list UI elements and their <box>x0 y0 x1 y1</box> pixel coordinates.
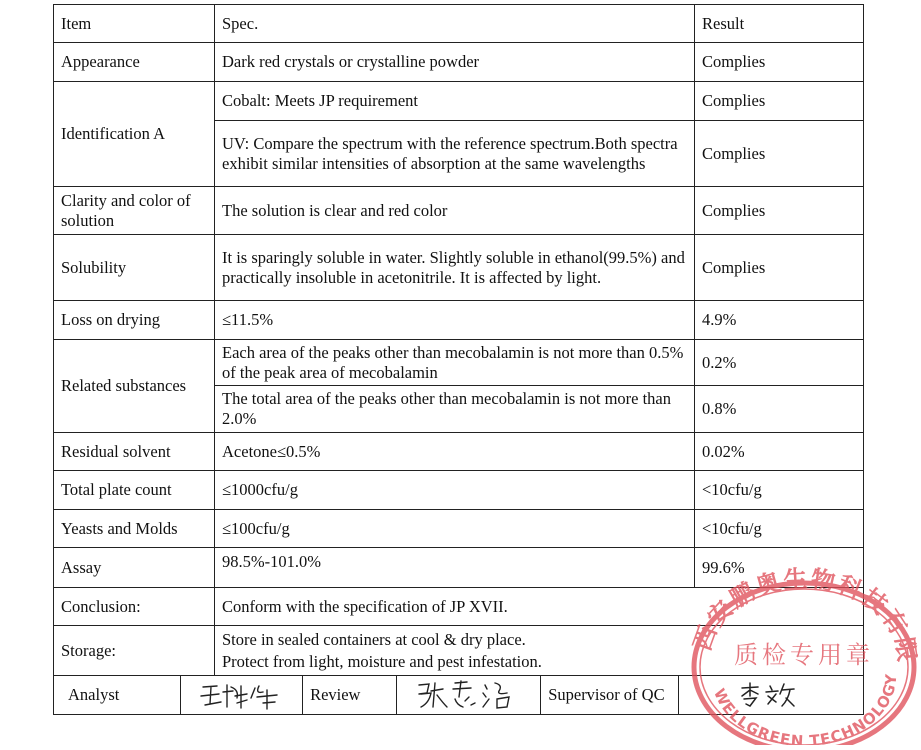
header-result: Result <box>695 5 864 43</box>
result-cell: Complies <box>695 43 864 82</box>
header-row <box>54 5 864 43</box>
spec-cell: Cobalt: Meets JP requirement <box>215 82 695 121</box>
item-cell: Clarity and color of solution <box>54 187 215 235</box>
spec-cell: The total area of the peaks other than mecobalamin is not more than 2.0% <box>215 386 695 433</box>
analyst-label: Analyst <box>61 676 181 714</box>
result-cell: 0.02% <box>695 433 864 471</box>
table-row <box>54 588 864 626</box>
spec-cell: The solution is clear and red color <box>215 187 695 235</box>
table-row <box>54 433 864 471</box>
table-row <box>54 43 864 82</box>
spec-cell: Each area of the peaks other than mecobalamin is not more than 0.5% of the peak area of mecobalamin <box>215 340 695 386</box>
spec-cell: ≤100cfu/g <box>215 510 695 548</box>
review-label: Review <box>303 676 397 714</box>
result-cell: <10cfu/g <box>695 510 864 548</box>
result-cell: 0.2% <box>695 340 864 386</box>
spec-cell: Acetone≤0.5% <box>215 433 695 471</box>
spec-cell: It is sparingly soluble in water. Slightly soluble in ethanol(99.5%) and practically insoluble in acetonitrile. It is affected by light. <box>215 235 695 301</box>
result-cell: <10cfu/g <box>695 471 864 510</box>
item-cell: Yeasts and Molds <box>54 510 215 548</box>
item-cell: Appearance <box>54 43 215 82</box>
storage-text <box>215 626 864 676</box>
seal-company-cn: 西安鹏奥生物科技有 <box>688 564 914 655</box>
table-row <box>54 548 864 588</box>
result-cell: 99.6% <box>695 548 864 588</box>
review-signature <box>397 676 542 714</box>
signature-row <box>54 676 864 715</box>
table-row <box>54 471 864 510</box>
table-row <box>54 187 864 235</box>
spec-cell: 98.5%-101.0% <box>215 548 695 588</box>
table-row <box>54 82 864 121</box>
table-row <box>54 340 864 386</box>
storage-line-1: Store in sealed containers at cool & dry place. <box>222 629 526 649</box>
seal-company-en: WELLGREEN TECHNOLOGY <box>709 672 901 745</box>
item-cell: Conclusion: <box>54 588 215 626</box>
result-cell: Complies <box>695 187 864 235</box>
result-cell: 4.9% <box>695 301 864 340</box>
specification-table <box>53 4 864 715</box>
supervisor-signature <box>679 676 856 714</box>
header-item: Item <box>54 5 215 43</box>
table-row <box>54 301 864 340</box>
item-cell: Total plate count <box>54 471 215 510</box>
result-cell: Complies <box>695 235 864 301</box>
analyst-signature <box>181 676 303 714</box>
item-cell: Assay <box>54 548 215 588</box>
item-cell: Storage: <box>54 626 215 676</box>
result-cell: Complies <box>695 82 864 121</box>
spec-cell: UV: Compare the spectrum with the reference spectrum.Both spectra exhibit similar intensities of absorption at the same wavelengths <box>215 121 695 187</box>
table-row <box>54 510 864 548</box>
spec-cell: ≤1000cfu/g <box>215 471 695 510</box>
item-cell: Identification A <box>54 82 215 187</box>
result-cell: 0.8% <box>695 386 864 433</box>
result-cell: Complies <box>695 121 864 187</box>
seal-center-text: 质检专用章 <box>734 641 874 669</box>
item-cell: Solubility <box>54 235 215 301</box>
item-cell: Loss on drying <box>54 301 215 340</box>
conclusion-text: Conform with the specification of JP XVII. <box>215 588 864 626</box>
spec-cell: ≤11.5% <box>215 301 695 340</box>
header-spec: Spec. <box>215 5 695 43</box>
supervisor-label: Supervisor of QC <box>541 676 679 714</box>
spec-cell: Dark red crystals or crystalline powder <box>215 43 695 82</box>
item-cell: Residual solvent <box>54 433 215 471</box>
item-cell: Related substances <box>54 340 215 433</box>
table-row <box>54 626 864 676</box>
table-row <box>54 235 864 301</box>
storage-line-2: Protect from light, moisture and pest infestation. <box>222 651 542 671</box>
